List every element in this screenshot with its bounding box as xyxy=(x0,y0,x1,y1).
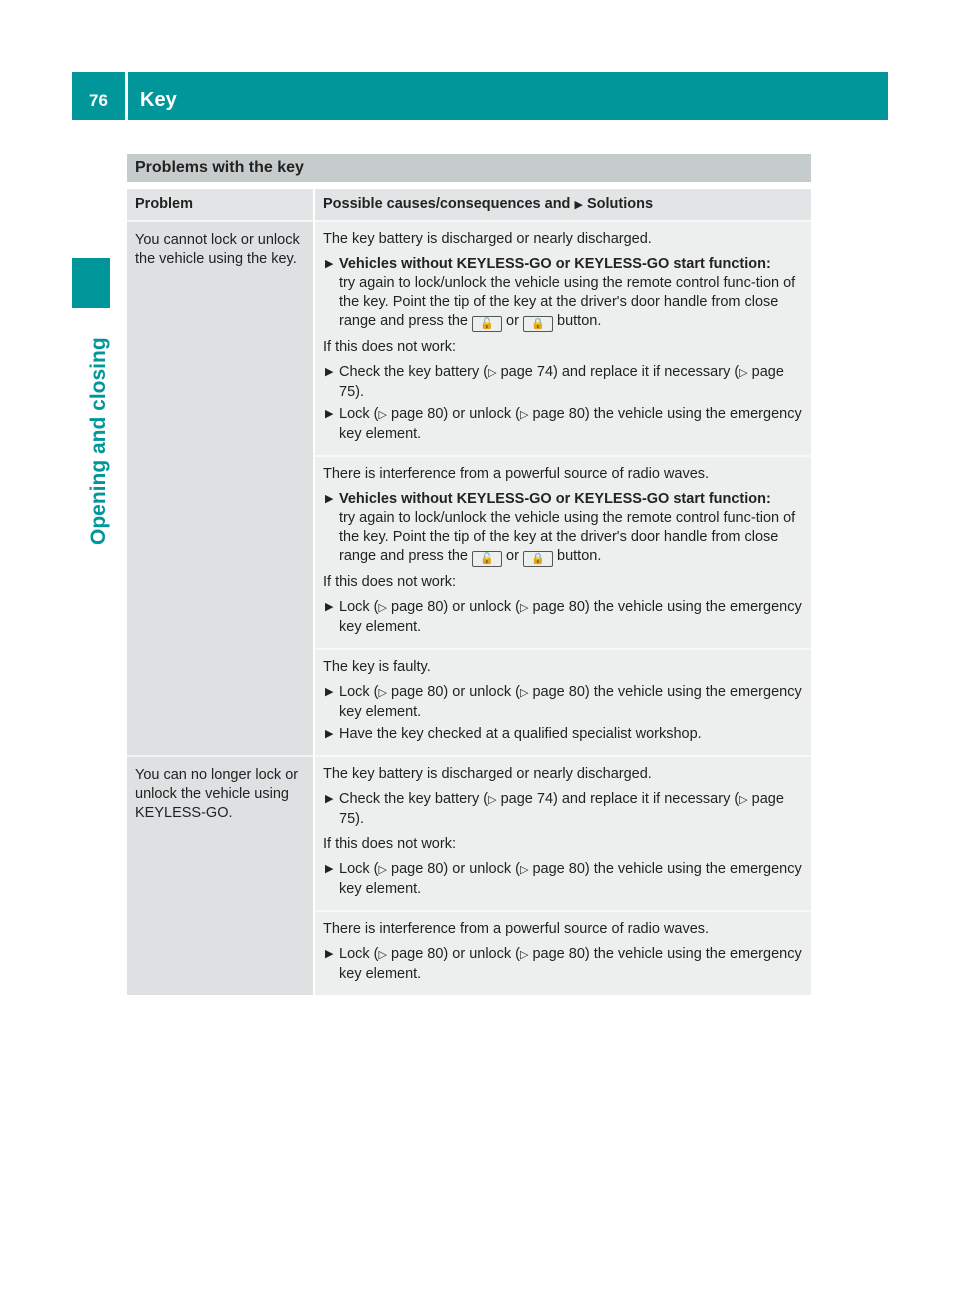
step-text: Lock ( xyxy=(339,946,379,962)
fallback-text: If this does not work: xyxy=(323,574,456,590)
list-item xyxy=(323,945,803,984)
step-text: Lock ( xyxy=(339,599,379,615)
or-text: or xyxy=(506,548,519,564)
step-text: page 80) the vehicle using the emergency key element. xyxy=(339,946,802,982)
condition-label: Vehicles without KEYLESS-GO or KEYLESS-GO start function: xyxy=(339,491,771,507)
page-ref-icon: ▷ xyxy=(488,794,497,806)
list-item xyxy=(323,860,803,899)
column-header-causes-label: Possible causes/consequences and xyxy=(323,196,571,212)
step-text: Lock ( xyxy=(339,861,379,877)
step-text: Lock ( xyxy=(339,684,379,700)
instruction-text: try again to lock/unlock the vehicle using the remote control func-tion of the key. Point the tip of the key at the driver's door handle from close range and press the xyxy=(339,275,796,329)
column-header-problem: Problem xyxy=(127,189,314,221)
solution-cell xyxy=(314,756,811,911)
arrow-right-icon: ▶ xyxy=(325,793,334,805)
page-ref-icon: ▷ xyxy=(519,687,529,699)
page-ref-icon: ▷ xyxy=(378,687,387,699)
step-text: page 80) the vehicle using the emergency key element. xyxy=(339,599,802,635)
cause-text: The key battery is discharged or nearly discharged. xyxy=(323,231,652,247)
section-marker xyxy=(72,258,110,308)
condition-label: Vehicles without KEYLESS-GO or KEYLESS-GO start function: xyxy=(339,256,771,272)
step-text: page 80) or unlock ( xyxy=(391,946,520,962)
step-text: page 80) the vehicle using the emergency key element. xyxy=(339,861,802,897)
header-bar xyxy=(72,72,888,120)
instruction-text: try again to lock/unlock the vehicle using the remote control func-tion of the key. Point the tip of the key at the driver's door handle from close range and press the xyxy=(339,510,796,564)
page-ref-icon: ▷ xyxy=(488,367,497,379)
page-ref-icon: ▷ xyxy=(519,864,529,876)
step-text: page 74) and replace it if necessary ( xyxy=(500,791,740,807)
step-text: page 80) or unlock ( xyxy=(391,599,520,615)
cause-text: The key is faulty. xyxy=(323,659,431,675)
lock-button-icon: 🔒 xyxy=(523,551,553,567)
page-number: 76 xyxy=(89,91,108,110)
section-label: Opening and closing xyxy=(87,337,110,545)
arrow-right-icon: ▶ xyxy=(325,728,334,740)
or-text: or xyxy=(506,313,519,329)
page-ref-icon: ▷ xyxy=(378,409,387,421)
arrow-right-icon: ▶ xyxy=(325,258,334,270)
step-text: page 80) or unlock ( xyxy=(391,861,520,877)
list-item xyxy=(323,598,803,637)
problems-table xyxy=(127,189,811,995)
step-text: page 80) the vehicle using the emergency key element. xyxy=(339,684,802,720)
fallback-text: If this does not work: xyxy=(323,339,456,355)
solution-cell xyxy=(314,456,811,649)
step-text: page 80) the vehicle using the emergency key element. xyxy=(339,406,802,442)
problem-cell: You cannot lock or unlock the vehicle using the key. xyxy=(127,221,314,756)
page-ref-icon: ▷ xyxy=(378,864,387,876)
list-item xyxy=(323,255,803,332)
instruction-text: button. xyxy=(557,313,602,329)
arrow-right-icon: ▶ xyxy=(325,686,334,698)
list-item xyxy=(323,683,803,722)
unlock-button-icon: 🔓 xyxy=(472,316,502,332)
solution-cell xyxy=(314,221,811,456)
page-ref-icon: ▷ xyxy=(739,367,748,379)
arrow-right-icon: ▶ xyxy=(325,601,334,613)
step-text: Check the key battery ( xyxy=(339,791,489,807)
step-text: page 80) or unlock ( xyxy=(391,406,520,422)
step-text: Lock ( xyxy=(339,406,379,422)
page-title: Key xyxy=(140,89,177,111)
arrow-right-icon: ▶ xyxy=(325,366,334,378)
table-row xyxy=(127,221,811,456)
page-ref-icon: ▷ xyxy=(739,794,748,806)
list-item xyxy=(323,363,803,402)
table-row xyxy=(127,756,811,911)
instruction-text: button. xyxy=(557,548,602,564)
fallback-text: If this does not work: xyxy=(323,836,456,852)
column-header-solutions xyxy=(314,189,811,221)
cause-text: There is interference from a powerful source of radio waves. xyxy=(323,921,710,937)
unlock-button-icon: 🔓 xyxy=(472,551,502,567)
list-item xyxy=(323,490,803,567)
solution-cell xyxy=(314,649,811,756)
step-text: page 80) or unlock ( xyxy=(391,684,520,700)
table-title: Problems with the key xyxy=(127,154,811,182)
page-ref-icon: ▷ xyxy=(519,409,529,421)
arrow-right-icon: ▶ xyxy=(325,408,334,420)
page-ref-icon: ▷ xyxy=(378,949,387,961)
list-item xyxy=(323,405,803,444)
arrow-right-icon: ▶ xyxy=(325,948,334,960)
table-header-row xyxy=(127,189,811,221)
list-item xyxy=(323,790,803,829)
step-text: page 74) and replace it if necessary ( xyxy=(500,364,740,380)
step-text: page 75). xyxy=(339,364,784,400)
cause-text: There is interference from a powerful source of radio waves. xyxy=(323,466,710,482)
step-text: Check the key battery ( xyxy=(339,364,489,380)
lock-button-icon: 🔒 xyxy=(523,316,553,332)
step-text: Have the key checked at a qualified specialist workshop. xyxy=(339,726,702,742)
column-header-solutions-label: Solutions xyxy=(586,196,654,212)
arrow-right-icon: ▶ xyxy=(325,863,334,875)
arrow-right-icon: ▶ xyxy=(574,199,583,211)
page-ref-icon: ▷ xyxy=(519,602,529,614)
arrow-right-icon: ▶ xyxy=(325,493,334,505)
list-item xyxy=(323,725,803,744)
solution-cell xyxy=(314,911,811,995)
page-ref-icon: ▷ xyxy=(378,602,387,614)
header-divider xyxy=(125,72,128,120)
cause-text: The key battery is discharged or nearly discharged. xyxy=(323,766,652,782)
step-text: page 75). xyxy=(339,791,784,827)
page-ref-icon: ▷ xyxy=(519,949,529,961)
problem-cell: You can no longer lock or unlock the vehicle using KEYLESS-GO. xyxy=(127,756,314,995)
